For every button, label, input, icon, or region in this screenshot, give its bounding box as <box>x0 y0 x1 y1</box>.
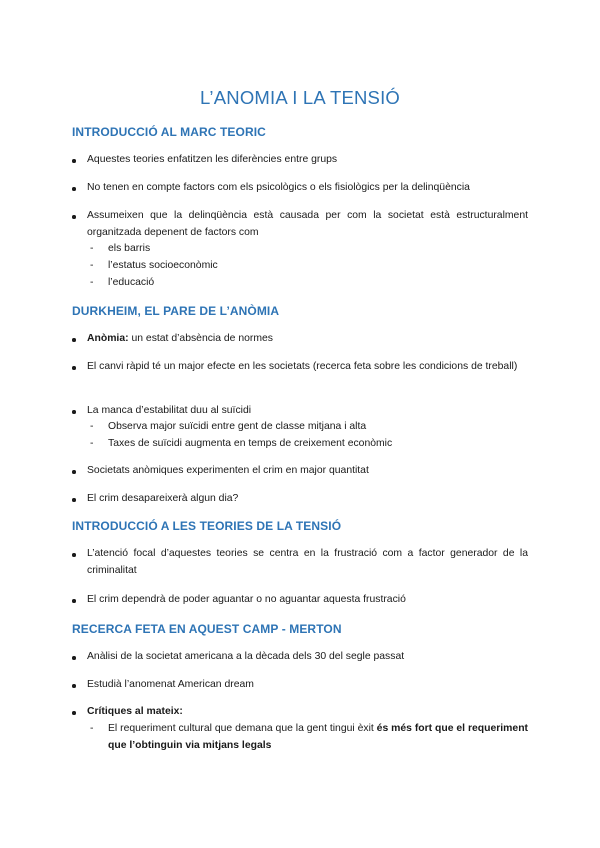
sub-list-item: - els barris <box>90 241 528 258</box>
bullet-icon <box>72 159 76 163</box>
dash-icon: - <box>90 723 94 734</box>
sub-list-item: - l’estatus socioeconòmic <box>90 258 528 275</box>
sub-list-item: - El requeriment cultural que demana que la gent tingui èxit és més fort que el requeriment que l’obtinguin via mitjans legals <box>90 723 528 751</box>
sub-list-item: - Observa major suïcidi entre gent de classe mitjana i alta <box>90 419 528 436</box>
section-heading-intro-marc-teoric: INTRODUCCIÓ AL MARC TEORIC <box>72 125 266 139</box>
bullet-icon <box>72 187 76 191</box>
list-item: La manca d’estabilitat duu al suïcidi <box>72 403 528 420</box>
bullet-icon <box>72 553 76 557</box>
bullet-icon <box>72 410 76 414</box>
list-item: Assumeixen que la delinqüència està causada per com la societat està estructuralment organitzada depenent de factors com <box>72 208 528 241</box>
term-anomia: Anòmia: <box>87 333 129 344</box>
page-title: L’ANOMIA I LA TENSIÓ <box>199 87 401 108</box>
list-item: Societats anòmiques experimenten el crim en major quantitat <box>72 463 528 480</box>
list-item: L’atenció focal d’aquestes teories se centra en la frustració com a factor generador de la criminalitat <box>72 546 528 579</box>
list-item: El canvi ràpid té un major efecte en les societats (recerca feta sobre les condicions de treball) <box>72 359 528 376</box>
section-heading-teories-tensio: INTRODUCCIÓ A LES TEORIES DE LA TENSIÓ <box>72 519 342 533</box>
list-item: El crim desapareixerà algun dia? <box>72 491 528 508</box>
dash-icon: - <box>90 438 94 449</box>
list-item <box>72 704 528 721</box>
bullet-icon <box>72 656 76 660</box>
bullet-icon <box>72 684 76 688</box>
list-item: El crim dependrà de poder aguantar o no aguantar aquesta frustració <box>72 592 528 609</box>
bullet-icon <box>72 711 76 715</box>
dash-icon: - <box>90 243 94 254</box>
list-item: No tenen en compte factors com els psicològics o els fisiològics per la delinqüència <box>72 180 528 197</box>
list-item: Estudià l’anomenat American dream <box>72 677 528 694</box>
bullet-icon <box>72 498 76 502</box>
sub-list-item: - Taxes de suïcidi augmenta en temps de creixement econòmic <box>90 436 528 453</box>
criticism-label: Crítiques al mateix: <box>87 706 183 717</box>
dash-icon: - <box>90 260 94 271</box>
bullet-icon <box>72 215 76 219</box>
bullet-icon <box>72 599 76 603</box>
section-heading-merton: RECERCA FETA EN AQUEST CAMP - MERTON <box>72 622 342 636</box>
bullet-icon <box>72 366 76 370</box>
list-item: Aquestes teories enfatitzen les diferències entre grups <box>72 152 528 169</box>
sub-list-item: - l’educació <box>90 275 528 292</box>
dash-icon: - <box>90 421 94 432</box>
list-item: Anòmia: un estat d’absència de normes <box>72 331 528 348</box>
dash-icon: - <box>90 277 94 288</box>
section-heading-durkheim: DURKHEIM, EL PARE DE L’ANÒMIA <box>72 304 280 318</box>
bullet-icon <box>72 470 76 474</box>
bullet-icon <box>72 338 76 342</box>
list-item: Anàlisi de la societat americana a la dècada dels 30 del segle passat <box>72 649 528 666</box>
